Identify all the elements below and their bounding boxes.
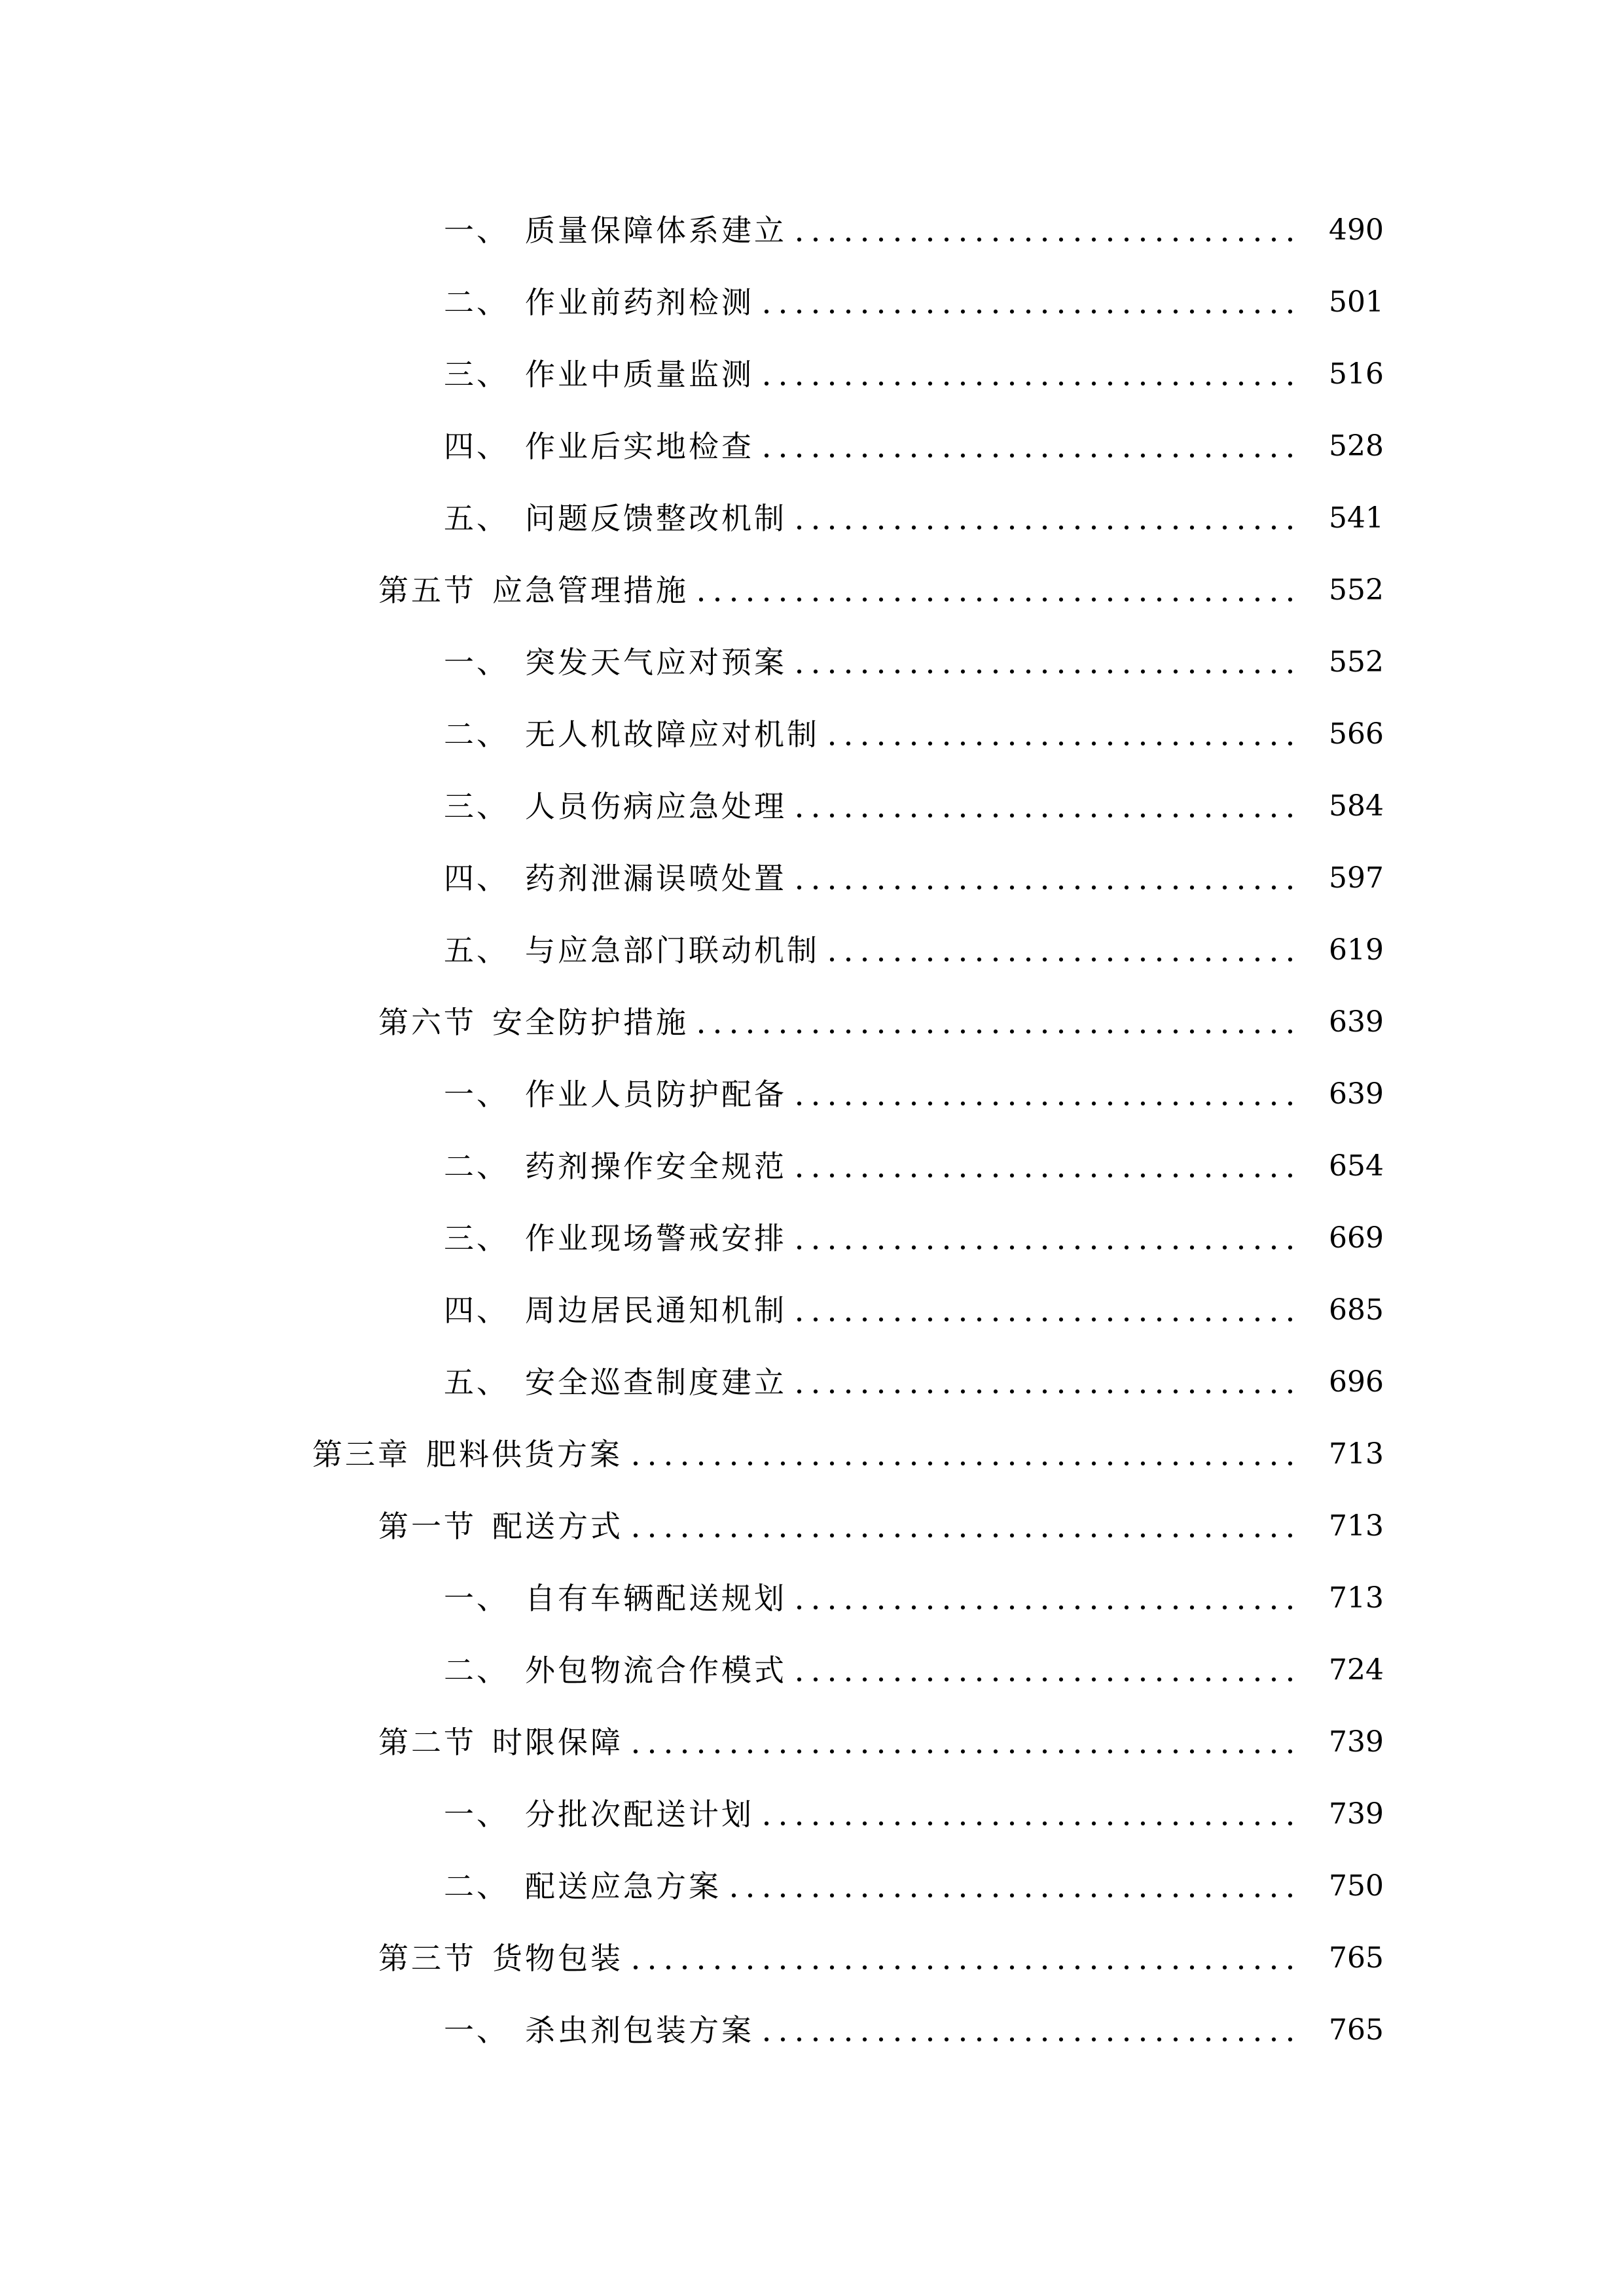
dot-leader [829, 715, 1305, 754]
toc-row-item[interactable] [0, 1204, 1624, 1276]
toc-page-number[interactable]: 516 [1329, 357, 1384, 391]
toc-entry-number: 一、 [444, 1581, 509, 1616]
toc-entry-heading [444, 427, 754, 466]
dot-leader [796, 1363, 1305, 1402]
dot-leader [796, 211, 1305, 250]
toc-page-number[interactable]: 639 [1329, 1005, 1384, 1039]
dot-leader [698, 571, 1305, 610]
dot-leader [796, 1219, 1305, 1258]
dot-leader [796, 1651, 1305, 1690]
dot-leader [763, 355, 1305, 394]
dot-leader [796, 1291, 1305, 1330]
toc-entry-heading [444, 1291, 787, 1330]
dot-leader-dots [796, 526, 1305, 531]
toc-entry-heading [444, 355, 754, 394]
toc-row-item[interactable] [0, 340, 1624, 412]
toc-entry-heading [378, 1939, 623, 1978]
dot-leader [796, 1579, 1305, 1618]
toc-page-number[interactable]: 654 [1329, 1149, 1384, 1183]
toc-page-number[interactable]: 584 [1329, 789, 1384, 823]
dot-leader [763, 1795, 1305, 1834]
toc-row-item[interactable] [0, 1852, 1624, 1924]
toc-entry-heading [444, 1075, 787, 1114]
dot-leader-dots [632, 1462, 1305, 1467]
toc-row-section[interactable] [0, 1492, 1624, 1564]
toc-entry-number: 第三节 [378, 1941, 477, 1976]
dot-leader [632, 1723, 1305, 1762]
toc-page-number[interactable]: 739 [1329, 1725, 1384, 1759]
dot-leader [632, 1435, 1305, 1474]
dot-leader [763, 283, 1305, 322]
toc-row-item[interactable] [0, 268, 1624, 340]
toc-page-number[interactable]: 765 [1329, 2013, 1384, 2047]
toc-entry-heading [444, 1147, 787, 1186]
dot-leader-dots [829, 958, 1305, 963]
toc-page-number[interactable]: 552 [1329, 573, 1384, 607]
dot-leader-dots [796, 814, 1305, 819]
dot-leader [632, 1507, 1305, 1546]
toc-entry-heading [444, 1363, 787, 1402]
toc-page-number[interactable]: 724 [1329, 1653, 1384, 1687]
toc-entry-title[interactable]: 无人机故障应对机制 [525, 717, 820, 752]
dot-leader [698, 1003, 1305, 1042]
toc-entry-title[interactable]: 作业中质量监测 [525, 357, 754, 392]
toc-entry-number: 第一节 [378, 1509, 477, 1544]
toc-entry-number: 二、 [444, 717, 509, 752]
toc-row-item[interactable] [0, 1060, 1624, 1132]
toc-row-item[interactable] [0, 1564, 1624, 1636]
toc-page-number[interactable]: 639 [1329, 1077, 1384, 1111]
toc-row-item[interactable] [0, 628, 1624, 700]
toc-page-number[interactable]: 490 [1329, 213, 1384, 247]
toc-row-item[interactable] [0, 484, 1624, 556]
toc-entry-number: 三、 [444, 1221, 509, 1256]
toc-page-number[interactable]: 713 [1329, 1581, 1384, 1615]
dot-leader [731, 1867, 1305, 1906]
toc-entry-title[interactable]: 药剂泄漏误喷处置 [525, 861, 787, 896]
dot-leader [796, 1075, 1305, 1114]
toc-page-number[interactable]: 765 [1329, 1941, 1384, 1975]
toc-entry-heading [378, 571, 689, 610]
toc-page-number[interactable]: 619 [1329, 933, 1384, 967]
dot-leader-dots [632, 1749, 1305, 1755]
toc-entry-title[interactable]: 安全防护措施 [492, 1005, 689, 1040]
toc-entry-number: 一、 [444, 1077, 509, 1112]
dot-leader-dots [731, 1893, 1305, 1899]
dot-leader [796, 643, 1305, 682]
dot-leader-dots [763, 454, 1305, 459]
toc-entry-heading [444, 1219, 787, 1258]
toc-entry-title[interactable]: 作业后实地检查 [525, 429, 754, 464]
toc-row-chapter[interactable] [0, 1420, 1624, 1492]
toc-page-number[interactable]: 685 [1329, 1293, 1384, 1327]
dot-leader-dots [796, 1677, 1305, 1683]
dot-leader-dots [796, 1174, 1305, 1179]
toc-row-item[interactable] [0, 196, 1624, 268]
toc-page-number[interactable]: 696 [1329, 1365, 1384, 1399]
toc-row-section[interactable] [0, 556, 1624, 628]
toc-entry-number: 五、 [444, 1365, 509, 1400]
toc-entry-title[interactable]: 作业前药剂检测 [525, 285, 754, 320]
toc-entry-title[interactable]: 药剂操作安全规范 [525, 1149, 787, 1184]
toc-entry-heading [444, 1651, 787, 1690]
toc-entry-heading [444, 859, 787, 898]
toc-entry-number: 一、 [444, 213, 509, 248]
toc-entry-title[interactable]: 配送方式 [492, 1509, 623, 1544]
toc-row-item[interactable] [0, 1132, 1624, 1204]
toc-entry-title[interactable]: 周边居民通知机制 [525, 1293, 787, 1328]
toc-entry-heading [444, 283, 754, 322]
toc-entry-title[interactable]: 分批次配送计划 [525, 1797, 754, 1832]
toc-page-number[interactable]: 713 [1329, 1437, 1384, 1471]
toc-page-number[interactable]: 528 [1329, 429, 1384, 463]
toc-entry-number: 四、 [444, 429, 509, 464]
toc-page-number[interactable]: 750 [1329, 1869, 1384, 1903]
dot-leader [796, 499, 1305, 538]
toc-row-item[interactable] [0, 1348, 1624, 1420]
toc-entry-heading [378, 1507, 623, 1546]
toc-entry-heading [444, 1867, 721, 1906]
toc-entry-number: 二、 [444, 285, 509, 320]
dot-leader-dots [796, 886, 1305, 891]
toc-entry-heading [444, 2011, 754, 2050]
toc-page-number[interactable]: 501 [1329, 285, 1384, 319]
toc-row-item[interactable] [0, 916, 1624, 988]
toc-entry-number: 第三章 [312, 1437, 410, 1472]
dot-leader-dots [763, 2037, 1305, 2043]
toc-page-number[interactable]: 541 [1329, 501, 1384, 535]
toc-entry-number: 五、 [444, 933, 509, 968]
toc-entry-number: 四、 [444, 861, 509, 896]
toc-entry-title[interactable]: 突发天气应对预案 [525, 645, 787, 680]
toc-row-item[interactable] [0, 1636, 1624, 1708]
toc-entry-title[interactable]: 质量保障体系建立 [525, 213, 787, 248]
toc-entry-heading [444, 643, 787, 682]
toc-entry-number: 一、 [444, 1797, 509, 1832]
toc-entry-title[interactable]: 应急管理措施 [492, 573, 689, 608]
toc-entry-number: 第二节 [378, 1725, 477, 1760]
toc-entry-heading [444, 715, 820, 754]
toc-row-item[interactable] [0, 772, 1624, 844]
dot-leader-dots [796, 670, 1305, 675]
toc-row-section[interactable] [0, 1708, 1624, 1780]
toc-entry-number: 一、 [444, 2013, 509, 2048]
toc-entry-number: 一、 [444, 645, 509, 680]
toc-entry-title[interactable]: 时限保障 [492, 1725, 623, 1760]
toc-entry-title[interactable]: 问题反馈整改机制 [525, 501, 787, 536]
dot-leader [632, 1939, 1305, 1978]
toc-entry-heading [444, 787, 787, 826]
dot-leader-dots [763, 382, 1305, 387]
toc-entry-heading [444, 1579, 787, 1618]
toc-entry-title[interactable]: 人员伤病应急处理 [525, 789, 787, 824]
toc-entry-number: 二、 [444, 1149, 509, 1184]
toc-row-item[interactable] [0, 844, 1624, 916]
dot-leader [763, 427, 1305, 466]
dot-leader-dots [632, 1965, 1305, 1971]
toc-entry-number: 二、 [444, 1869, 509, 1904]
dot-leader-dots [632, 1534, 1305, 1539]
toc-entry-title[interactable]: 与应急部门联动机制 [525, 933, 820, 968]
toc-entry-heading [312, 1435, 623, 1474]
dot-leader-dots [698, 1030, 1305, 1035]
toc-entry-title[interactable]: 自有车辆配送规划 [525, 1581, 787, 1616]
toc-row-item[interactable] [0, 1996, 1624, 2068]
dot-leader-dots [796, 238, 1305, 243]
toc-entry-title[interactable]: 肥料供货方案 [426, 1437, 623, 1472]
toc-entry-number: 四、 [444, 1293, 509, 1328]
toc-row-item[interactable] [0, 1780, 1624, 1852]
toc-row-item[interactable] [0, 412, 1624, 484]
dot-leader-dots [763, 310, 1305, 315]
toc-row-item[interactable] [0, 1276, 1624, 1348]
dot-leader-dots [796, 1246, 1305, 1251]
dot-leader [763, 2011, 1305, 2050]
toc-row-section[interactable] [0, 1924, 1624, 1996]
toc-page-number[interactable]: 597 [1329, 861, 1384, 895]
toc-entry-heading [444, 211, 787, 250]
toc-entry-number: 二、 [444, 1653, 509, 1688]
toc-entry-title[interactable]: 作业人员防护配备 [525, 1077, 787, 1112]
dot-leader-dots [829, 742, 1305, 747]
dot-leader [829, 931, 1305, 970]
dot-leader [796, 787, 1305, 826]
toc-entry-title[interactable]: 杀虫剂包装方案 [525, 2013, 754, 2048]
toc-entry-title[interactable]: 安全巡查制度建立 [525, 1365, 787, 1400]
toc-entry-title[interactable]: 货物包装 [492, 1941, 623, 1976]
toc-entry-number: 第五节 [378, 573, 477, 608]
dot-leader-dots [698, 598, 1305, 603]
toc-entry-heading [378, 1723, 623, 1762]
toc-row-section[interactable] [0, 988, 1624, 1060]
toc-page-number[interactable]: 669 [1329, 1221, 1384, 1255]
toc-entry-number: 三、 [444, 789, 509, 824]
dot-leader [796, 1147, 1305, 1186]
toc-row-item[interactable] [0, 700, 1624, 772]
dot-leader [796, 859, 1305, 898]
toc-page-number[interactable]: 713 [1329, 1509, 1384, 1543]
dot-leader-dots [796, 1318, 1305, 1323]
dot-leader-dots [796, 1605, 1305, 1611]
toc-entry-title[interactable]: 作业现场警戒安排 [525, 1221, 787, 1256]
toc-entry-title[interactable]: 配送应急方案 [525, 1869, 721, 1904]
toc-entry-heading [444, 1795, 754, 1834]
toc-entry-number: 第六节 [378, 1005, 477, 1040]
toc-page-number[interactable]: 552 [1329, 645, 1384, 679]
toc-entry-title[interactable]: 外包物流合作模式 [525, 1653, 787, 1688]
dot-leader-dots [796, 1390, 1305, 1395]
dot-leader-dots [763, 1821, 1305, 1827]
toc-page-number[interactable]: 566 [1329, 717, 1384, 751]
toc-entry-heading [444, 499, 787, 538]
toc-entry-number: 三、 [444, 357, 509, 392]
toc-entry-number: 五、 [444, 501, 509, 536]
toc-entry-heading [378, 1003, 689, 1042]
dot-leader-dots [796, 1102, 1305, 1107]
toc-entry-heading [444, 931, 820, 970]
toc-page-number[interactable]: 739 [1329, 1797, 1384, 1831]
